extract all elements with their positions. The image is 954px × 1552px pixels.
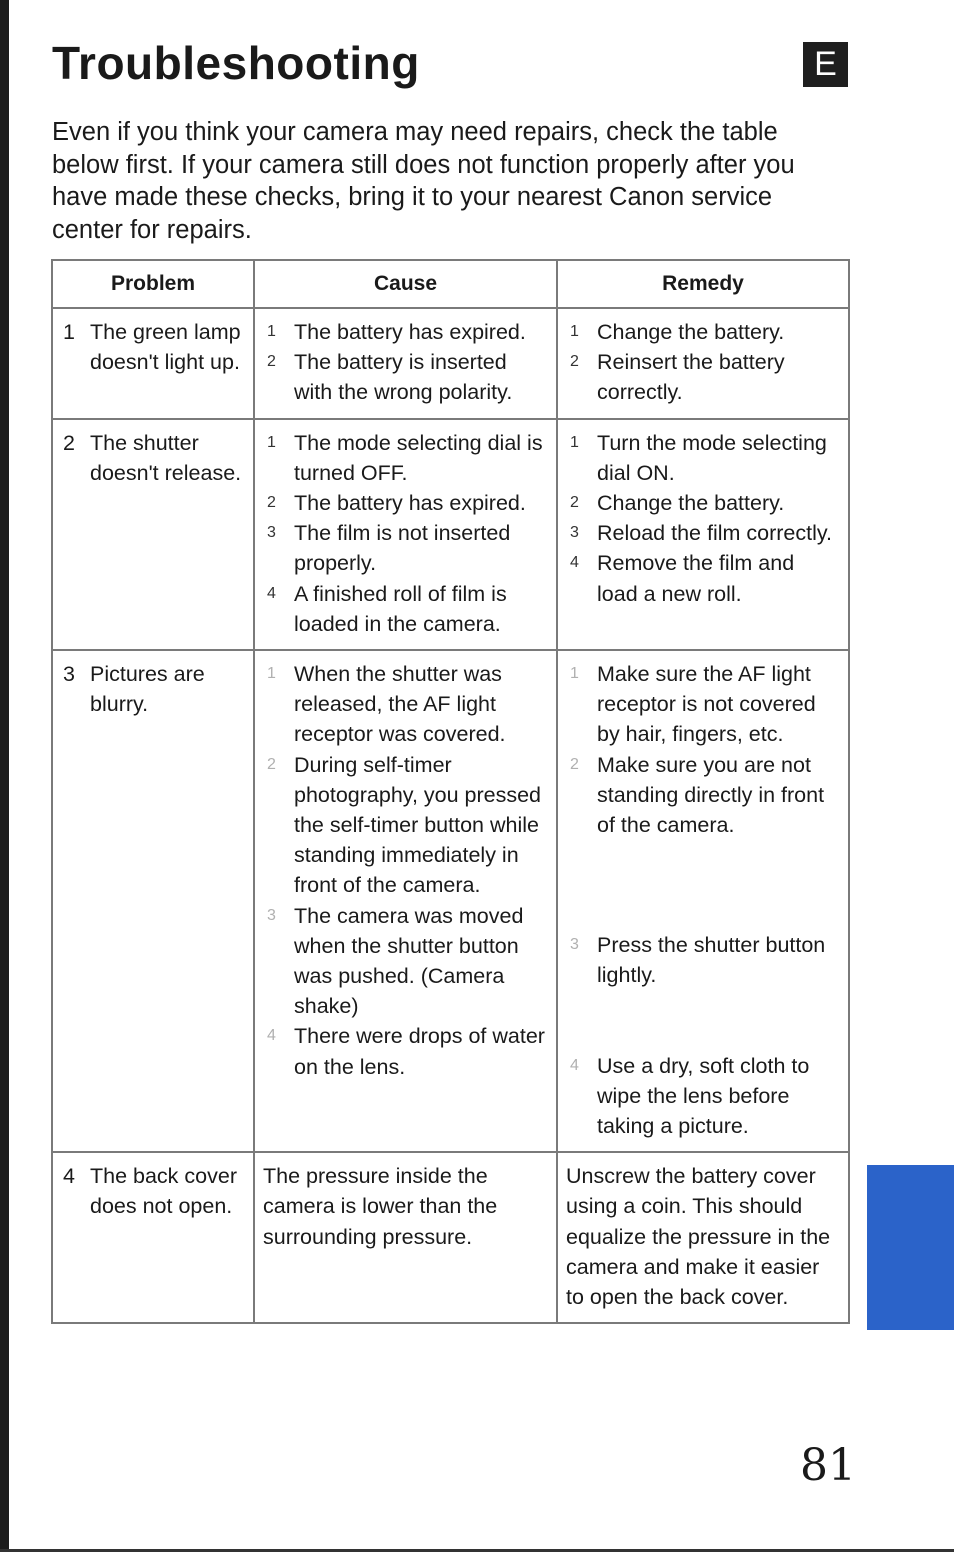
language-badge: E [803,42,848,87]
cause-cell [254,650,557,1152]
problem-number: 4 [63,1164,75,1189]
cause-number: 3 [267,906,276,924]
remedy-text: Make sure the AF light receptor is not covered by hair, fingers, etc. [597,662,816,747]
problem-number: 1 [63,320,75,344]
problem-number: 3 [63,662,75,687]
cause-text: The battery is inserted with the wrong polarity. [294,350,513,405]
cause-number: 1 [267,665,276,683]
remedy-text: Remove the film and load a new roll. [597,551,795,606]
cause-text: A finished roll of film is loaded in the camera. [294,581,507,636]
section-tab-marker [867,1165,954,1330]
remedy-text: Press the shutter button lightly. [597,933,826,988]
cause-text: The battery has expired. [294,491,526,516]
table-row [52,419,849,650]
cause-text: During self-timer photography, you pressed the self-timer button while standing immediately in front of the camera. [294,752,542,898]
cause-number: 1 [267,433,276,451]
remedy-number: 2 [570,353,579,371]
page-number: 81 [800,1440,856,1491]
remedy-text: Unscrew the battery cover using a coin. This should equalize the pressure in the camera and make it easier to open the back cover. [566,1164,831,1310]
cause-number: 2 [267,494,276,512]
page-title: Troubleshooting [52,37,420,89]
cause-text: There were drops of water on the lens. [294,1024,545,1079]
remedy-number: 3 [570,524,579,542]
page-edge-shadow [0,0,9,1552]
cause-number: 1 [267,323,276,340]
cause-number: 2 [267,353,276,371]
header-cause: Cause [254,260,557,308]
troubleshooting-table [51,259,850,1324]
problem-text: The back cover does not open. [90,1164,237,1219]
cause-text: The battery has expired. [294,320,526,344]
remedy-text: Use a dry, soft cloth to wipe the lens before taking a picture. [597,1053,810,1139]
remedy-text: Change the battery. [597,491,785,516]
cause-text: The film is not inserted properly. [294,521,511,576]
problem-number: 2 [63,430,75,455]
cause-text: The mode selecting dial is turned OFF. [294,430,543,485]
remedy-cell [557,650,849,1152]
remedy-text: Make sure you are not standing directly in front of the camera. [597,752,825,838]
remedy-text: Reinsert the battery correctly. [597,350,785,405]
remedy-number: 2 [570,494,579,512]
problem-cell [52,650,254,1152]
intro-paragraph: Even if you think your camera may need repairs, check the table below first. If your camera still does not function properly after you have made these checks, bring it to your nearest Canon service center for repairs. [52,118,795,244]
problem-cell [52,419,254,650]
remedy-text: Turn the mode selecting dial ON. [597,430,827,485]
table-row [52,1152,849,1323]
remedy-number: 1 [570,433,579,451]
table-row [52,650,849,1152]
cause-cell [254,308,557,419]
remedy-cell [557,1152,849,1323]
table-row [52,308,849,419]
header-remedy: Remedy [557,260,849,308]
remedy-text: Reload the film correctly. [597,521,832,546]
cause-cell [254,419,557,650]
cause-text: When the shutter was released, the AF light receptor was covered. [294,662,506,747]
cause-number: 3 [267,524,276,542]
problem-text: The green lamp doesn't light up. [90,320,241,375]
cause-text: The pressure inside the camera is lower than the surrounding pressure. [263,1164,498,1249]
problem-cell [52,308,254,419]
remedy-number: 2 [570,755,579,773]
remedy-cell [557,419,849,650]
problem-cell [52,1152,254,1323]
cause-cell [254,1152,557,1323]
remedy-number: 1 [570,665,579,683]
remedy-cell [557,308,849,419]
cause-number: 4 [267,1027,276,1045]
cause-number: 2 [267,755,276,773]
remedy-number: 3 [570,936,579,954]
cause-text: The camera was moved when the shutter button was pushed. (Camera shake) [294,903,524,1019]
cause-number: 4 [267,584,276,602]
remedy-number: 4 [570,1056,579,1074]
header-problem: Problem [52,260,254,308]
remedy-number: 1 [570,323,579,340]
problem-text: The shutter doesn't release. [90,430,242,485]
problem-text: Pictures are blurry. [90,662,205,717]
spacer [566,991,840,1051]
remedy-text: Change the battery. [597,320,785,344]
remedy-number: 4 [570,554,579,572]
table-header-row [52,260,849,308]
spacer [566,840,840,930]
